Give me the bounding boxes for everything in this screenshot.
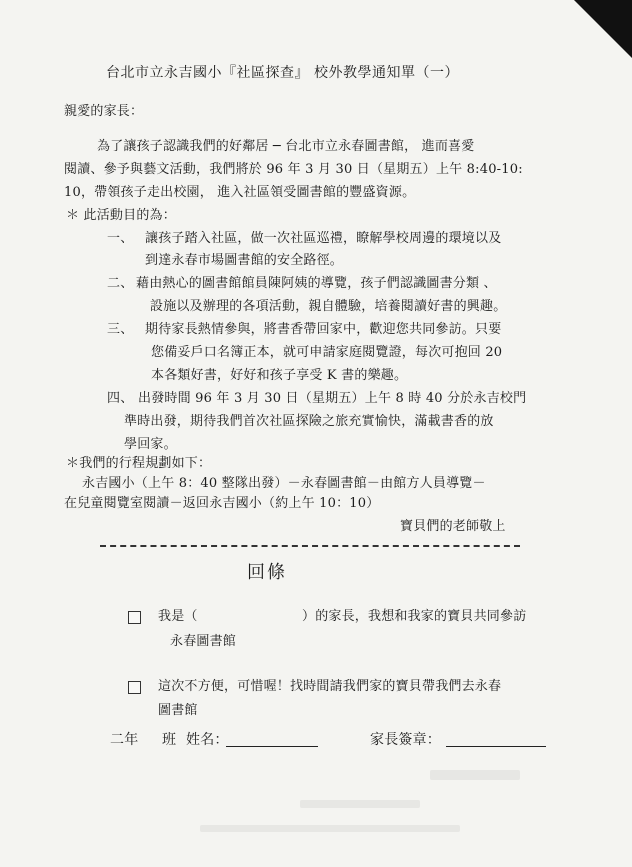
scan-smudge	[430, 770, 520, 780]
purpose-line: 準時出發，期待我們首次社區探險之旅充實愉快，滿載書香的放	[124, 414, 494, 429]
purpose-number: 一、	[107, 231, 134, 246]
attend-suffix: ）的家長，我想和我家的寶貝共同參訪	[302, 609, 527, 624]
purpose-number: 二、	[107, 276, 134, 291]
teacher-signoff: 寶貝們的老師敬上	[400, 519, 506, 534]
parent-signature-field[interactable]	[446, 746, 546, 747]
purpose-number: 三、	[107, 322, 134, 337]
attend-cont: 永春圖書館	[170, 634, 237, 649]
decline-checkbox[interactable]	[128, 681, 141, 694]
name-field[interactable]	[226, 746, 318, 747]
attend-prefix: 我是（	[158, 609, 198, 624]
itinerary-line: 在兒童閱覽室閱讀－返回永吉國小（約上午 10：10）	[64, 496, 380, 511]
scan-smudge	[200, 825, 460, 832]
purpose-line: 到達永春市場圖書館的安全路徑。	[145, 253, 344, 268]
notice-title: 台北市立永吉國小『社區探查』 校外教學通知單（一）	[106, 65, 459, 81]
greeting: 親愛的家長：	[64, 104, 144, 119]
purpose-line: 期待家長熱情參與，將書香帶回家中，歡迎您共同參訪。只要	[145, 322, 502, 337]
intro-line: 10，帶領孩子走出校園， 進入社區領受圖書館的豐盛資源。	[64, 185, 416, 200]
scan-smudge	[300, 800, 420, 808]
purpose-line: 藉由熱心的圖書館館員陳阿姨的導覽，孩子們認識圖書分類 、	[136, 276, 497, 291]
intro-line: 為了讓孩子認識我們的好鄰居 ─ 台北市立永春圖書館， 進而喜愛	[97, 139, 475, 154]
purpose-line: 您備妥戶口名簿正本，就可申請家庭閱覽證，每次可抱回 20	[151, 345, 503, 360]
purpose-number: 四、	[107, 391, 134, 406]
decline-line: 圖書館	[158, 703, 198, 718]
name-label: 姓名：	[186, 732, 229, 748]
cut-line	[100, 545, 520, 547]
purpose-heading: ＊ 此活動目的為：	[66, 208, 176, 223]
parent-signature-label: 家長簽章：	[370, 732, 441, 748]
class-label: 班	[162, 732, 177, 748]
decline-line: 這次不方便，可惜喔！找時間請我們家的寶貝帶我們去永春	[158, 679, 502, 694]
purpose-line: 設施以及辦理的各項活動，親自體驗，培養閱讀好書的興趣。	[150, 299, 507, 314]
purpose-line: 讓孩子踏入社區，做一次社區巡禮，瞭解學校周邊的環境以及	[145, 231, 502, 246]
purpose-line: 出發時間 96 年 3 月 30 日（星期五）上午 8 時 40 分於永吉校門	[138, 391, 527, 406]
intro-line: 閱讀、參予與藝文活動，我們將於 96 年 3 月 30 日（星期五）上午 8:40-10:	[64, 162, 523, 177]
attend-checkbox[interactable]	[128, 611, 141, 624]
purpose-line: 本各類好書，好好和孩子享受 K 書的樂趣。	[151, 368, 408, 383]
grade-label: 二年	[110, 732, 139, 748]
folded-corner	[574, 0, 632, 58]
reply-slip-title: 回條	[247, 562, 287, 583]
itinerary-heading: ＊我們的行程規劃如下：	[66, 456, 212, 471]
itinerary-line: 永吉國小（上午 8：40 整隊出發）－永春圖書館－由館方人員導覽－	[82, 476, 486, 491]
purpose-line: 學回家。	[124, 437, 177, 452]
